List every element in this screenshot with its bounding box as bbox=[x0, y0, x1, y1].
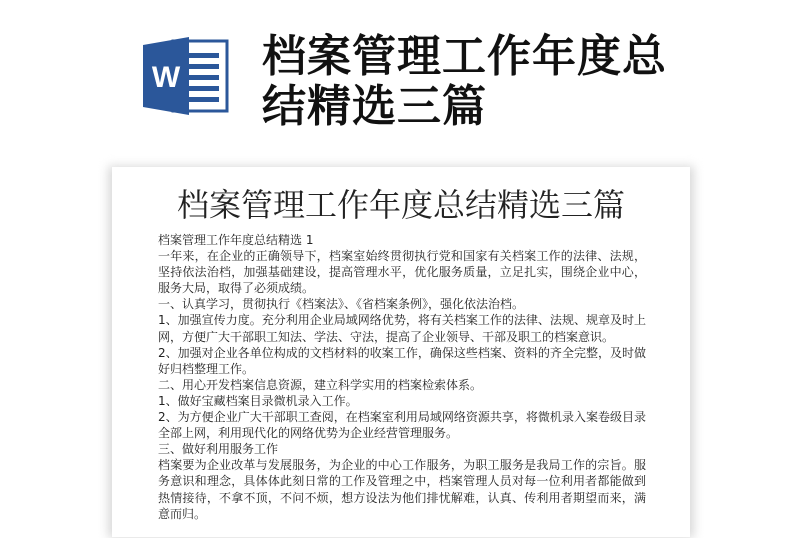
paragraph: 档案管理工作年度总结精选 1 bbox=[158, 233, 314, 247]
paragraph: 档案要为企业改革与发展服务，为企业的中心工作服务，为职工服务是我局工作的宗旨。服务意识和理念，具体体此刻日常的工作及管理之中，档案管理人员对每一位利用者都能做到热情接待，不拿不顶，不问不烦，想方设法为他们排忧解难，认真、传利用者期望而来，满意而归。 bbox=[158, 458, 646, 521]
banner-title: 档案管理工作年度总结精选三篇 bbox=[262, 31, 667, 132]
svg-text:W: W bbox=[151, 61, 181, 94]
paragraph: 1、做好宝藏档案目录微机录入工作。 bbox=[158, 393, 358, 408]
paragraph: 1、加强宣传力度。充分利用企业局域网络优势，将有关档案工作的法律、法规、规章及时上网，方便广大干部职工知法、学法、守法，提高了企业领导、干部及职工的档案意识。 bbox=[158, 313, 646, 344]
document-page bbox=[112, 167, 690, 537]
paragraph: 一、认真学习，贯彻执行《档案法》、《省档案条例》，强化依法治档。 bbox=[158, 297, 525, 312]
paragraph: 三、做好利用服务工作 bbox=[158, 442, 279, 457]
header-banner bbox=[0, 0, 800, 160]
paragraph: 一年来，在企业的正确领导下，档案室始终贯彻执行党和国家有关档案工作的法律、法规，坚持依法治档，加强基础建设，提高管理水平，优化服务质量，立足扎实，围绕企业中心，服务大局，取得了必须成绩。 bbox=[158, 249, 646, 296]
paragraph: 二、用心开发档案信息资源，建立科学实用的档案检索体系。 bbox=[158, 377, 483, 392]
paragraph: 2、为方便企业广大干部职工查阅，在档案室利用局域网络资源共享，将微机录入案卷级目录全部上网，利用现代化的网络优势为企业经营管理服务。 bbox=[158, 410, 646, 441]
document-title: 档案管理工作年度总结精选三篇 bbox=[176, 186, 625, 224]
paragraph: 2、加强对企业各单位构成的文档材料的收案工作，确保这些档案、资料的齐全完整，及时做好归档整理工作。 bbox=[158, 345, 646, 376]
word-document-icon bbox=[143, 37, 229, 115]
document-body bbox=[158, 232, 646, 522]
